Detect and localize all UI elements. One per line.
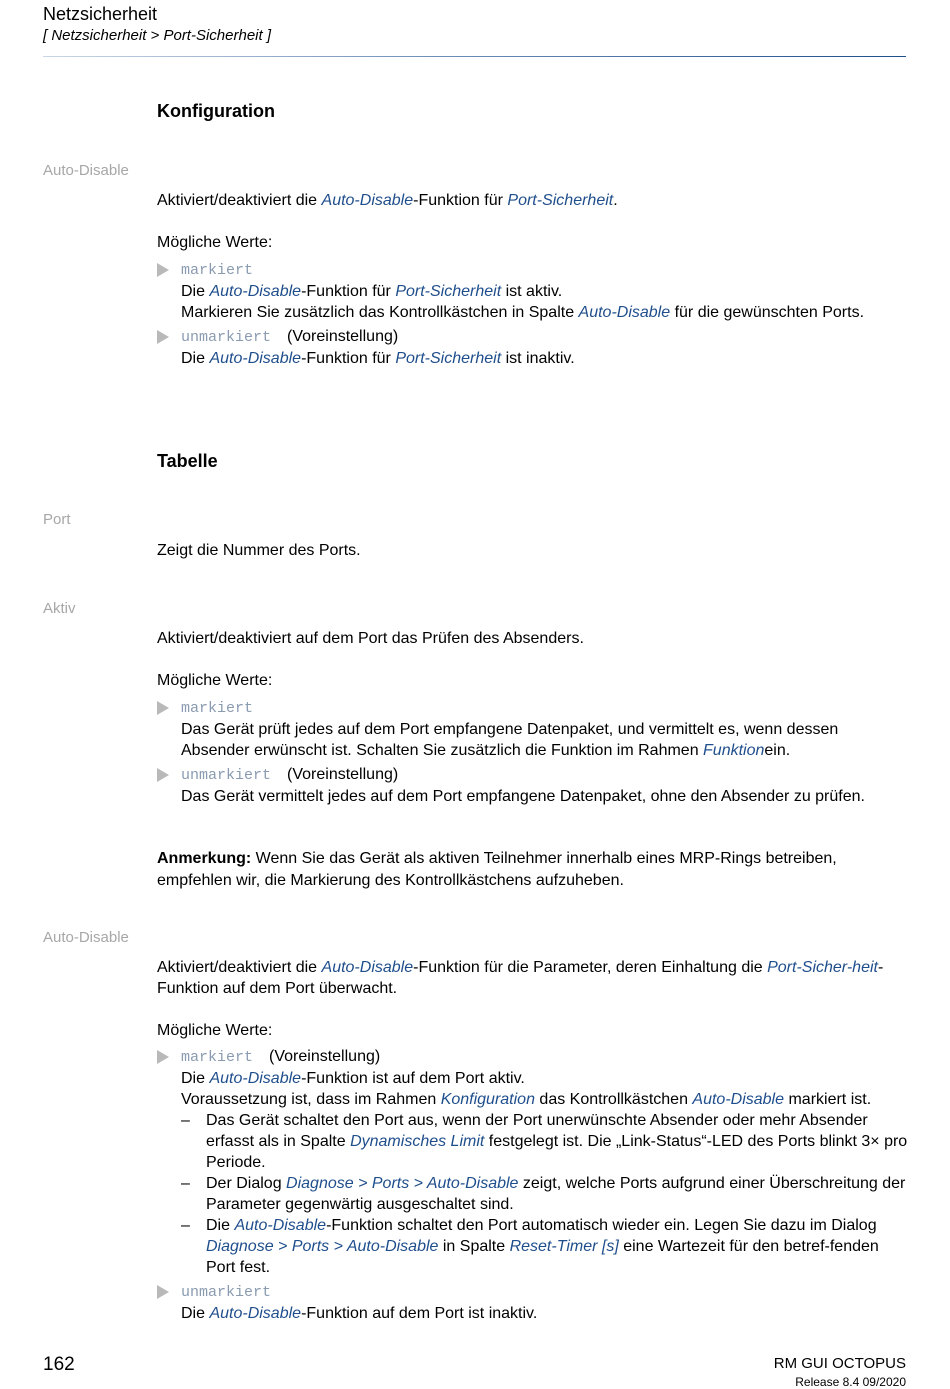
- term-link: Port-Sicherheit: [395, 350, 502, 367]
- term-link: Auto-Disable: [321, 959, 414, 976]
- value-code: unmarkiert: [181, 767, 272, 784]
- value-item: markiert Das Gerät prüft jedes auf dem Port empfangene Datenpaket, und vermittelt es, wenn dessen Absender erwünscht ist. Schalten Sie zusätzlich die Funktion im Rahmen Funktionein.: [157, 697, 909, 761]
- bullet-triangle-icon: [157, 263, 169, 277]
- bullet-triangle-icon: [157, 330, 169, 344]
- term-link: Auto-Disable: [578, 304, 671, 321]
- sub-bullet: – Die Auto-Disable-Funktion schaltet den Port automatisch wieder ein. Legen Sie dazu im Dialog Diagnose > Ports > Auto-Disable in Spalte Reset-Timer [s] eine Wartezeit für den betref-fenden Port fest.: [181, 1217, 879, 1276]
- footer-release: Release 8.4 09/2020: [795, 1375, 906, 1389]
- param-description: Aktiviert/deaktiviert die Auto-Disable-Funktion für die Parameter, deren Einhaltung die Port-Sicher-heit-Funktion auf dem Port überwacht.: [157, 959, 884, 997]
- note-label: Anmerkung:: [157, 850, 252, 867]
- value-code: markiert: [181, 262, 254, 279]
- term-link: Port-Sicherheit: [507, 192, 614, 209]
- term-link: Auto-Disable: [234, 1217, 327, 1234]
- param-label-aktiv: Aktiv: [43, 600, 76, 617]
- bullet-triangle-icon: [157, 701, 169, 715]
- term-link: Auto-Disable: [209, 350, 302, 367]
- term-link: Port-Sicherheit: [395, 283, 502, 300]
- bullet-triangle-icon: [157, 768, 169, 782]
- value-code: markiert: [181, 700, 254, 717]
- value-item: unmarkiert (Voreinstellung) Das Gerät vermittelt jedes auf dem Port empfangene Datenpaket, ohne den Absender zu prüfen.: [157, 764, 909, 807]
- page-number: 162: [43, 1354, 75, 1375]
- param-label-port: Port: [43, 511, 71, 528]
- term-link: Auto-Disable: [209, 1305, 302, 1322]
- term-link: Konfiguration: [440, 1091, 535, 1108]
- param-label-auto-disable-table: Auto-Disable: [43, 929, 129, 946]
- section-heading-konfiguration: Konfiguration: [157, 101, 275, 121]
- bullet-triangle-icon: [157, 1050, 169, 1064]
- param-label-auto-disable: Auto-Disable: [43, 162, 129, 179]
- param-description: Zeigt die Nummer des Ports.: [157, 542, 361, 559]
- possible-values-label: Mögliche Werte:: [157, 1022, 273, 1039]
- term-link: Diagnose > Ports > Auto-Disable: [206, 1238, 439, 1255]
- term-link: Auto-Disable: [692, 1091, 785, 1108]
- running-header-title: Netzsicherheit: [43, 4, 158, 24]
- term-link: Reset-Timer [s]: [509, 1238, 619, 1255]
- value-code: unmarkiert: [181, 329, 272, 346]
- param-description: Aktiviert/deaktiviert die Auto-Disable-Funktion für Port-Sicherheit.: [157, 192, 618, 209]
- value-item: markiert (Voreinstellung) Die Auto-Disable-Funktion ist auf dem Port aktiv. Voraussetzung ist, dass im Rahmen Konfiguration das Kontrollkästchen Auto-Disable markiert ist. – Das Gerät schaltet den Port aus, wenn der Port unerwünschte Absender oder mehr Absender erfasst als in Spalte Dynamisches Limit festgelegt ist. Die „Link-Status“-LED des Ports blinkt 3× pro Periode. – Der Dialog Diagnose > Ports > Auto-Disable zeigt, welche Ports aufgrund einer Überschreitung der Parameter gegenwärtig ausgeschaltet sind. – Die Auto-Disable-Funktion schaltet den Port automatisch wieder ein. Legen Sie dazu im Dialog Diagnose > Ports > Auto-Disable in Spalte Reset-Timer [s] eine Wartezeit für den betref-fenden Port fest.: [157, 1046, 909, 1278]
- term-link: Dynamisches Limit: [350, 1133, 485, 1150]
- term-link: Auto-Disable: [321, 192, 414, 209]
- header-rule: [43, 56, 906, 57]
- possible-values-label: Mögliche Werte:: [157, 234, 273, 251]
- term-link: Diagnose > Ports > Auto-Disable: [286, 1175, 519, 1192]
- default-note: (Voreinstellung): [287, 328, 399, 345]
- bullet-triangle-icon: [157, 1285, 169, 1299]
- breadcrumb: [ Netzsicherheit > Port-Sicherheit ]: [43, 27, 272, 44]
- value-item: markiert Die Auto-Disable-Funktion für Port-Sicherheit ist aktiv. Markieren Sie zusätzlich das Kontrollkästchen in Spalte Auto-Disable für die gewünschten Ports.: [157, 259, 909, 323]
- sub-bullet: – Der Dialog Diagnose > Ports > Auto-Disable zeigt, welche Ports aufgrund einer Überschreitung der Parameter gegenwärtig ausgeschaltet sind.: [181, 1175, 906, 1213]
- default-note: (Voreinstellung): [287, 766, 399, 783]
- section-heading-tabelle: Tabelle: [157, 451, 218, 471]
- term-link: Auto-Disable: [209, 283, 302, 300]
- term-link: Funktion: [703, 742, 765, 759]
- sub-bullet: – Das Gerät schaltet den Port aus, wenn der Port unerwünschte Absender oder mehr Absender erfasst als in Spalte Dynamisches Limit festgelegt ist. Die „Link-Status“-LED des Ports blinkt 3× pro Periode.: [181, 1112, 908, 1171]
- value-code: markiert: [181, 1049, 254, 1066]
- value-item: unmarkiert Die Auto-Disable-Funktion auf dem Port ist inaktiv.: [157, 1281, 909, 1324]
- value-code: unmarkiert: [181, 1284, 272, 1301]
- value-item: unmarkiert (Voreinstellung) Die Auto-Disable-Funktion für Port-Sicherheit ist inaktiv.: [157, 326, 909, 369]
- footer-product: RM GUI OCTOPUS: [773, 1355, 906, 1372]
- note-paragraph: Anmerkung: Wenn Sie das Gerät als aktiven Teilnehmer innerhalb eines MRP-Rings betreiben, empfehlen wir, die Markierung des Kontrollkästchens aufzuheben.: [157, 850, 837, 889]
- term-link: Auto-Disable: [209, 1070, 302, 1087]
- default-note: (Voreinstellung): [269, 1048, 381, 1065]
- possible-values-label: Mögliche Werte:: [157, 672, 273, 689]
- term-link: Port-Sicher-heit: [767, 959, 878, 976]
- param-description: Aktiviert/deaktiviert auf dem Port das Prüfen des Absenders.: [157, 630, 584, 647]
